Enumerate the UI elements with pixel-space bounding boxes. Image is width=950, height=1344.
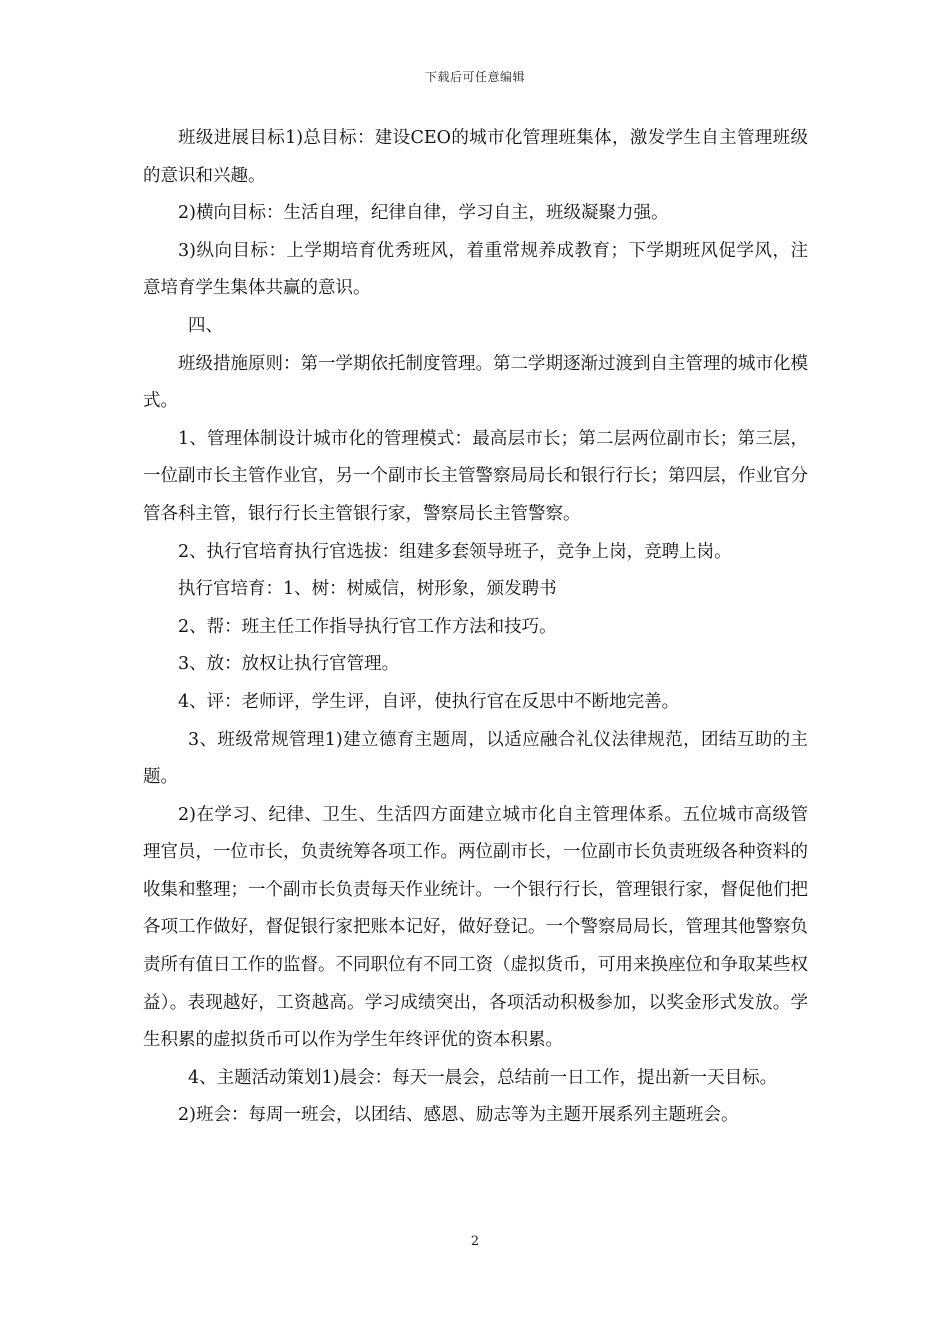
section-heading-four: 四、: [188, 315, 223, 336]
page-number: 2: [470, 1234, 480, 1249]
paragraph-routine-management: 3、班级常规管理1)建立德育主题周，以适应融合礼仪法律规范，团结互助的主题。: [143, 729, 808, 788]
paragraph-theme-activities: 4、主题活动策划1)晨会：每天一晨会，总结前一日工作，提出新一天目标。: [188, 1067, 778, 1088]
paragraph-help: 2、帮：班主任工作指导执行官工作方法和技巧。: [178, 616, 557, 637]
paragraph-executive-selection: 2、执行官培育执行官选拔：组建多套领导班子，竞争上岗，竞聘上岗。: [178, 541, 732, 562]
paragraph-horizontal-goal: 2)横向目标：生活自理，纪律自律，学习自主，班级凝聚力强。: [178, 203, 669, 224]
paragraph-executive-training: 执行官培育：1、树：树威信，树形象，颁发聘书: [178, 579, 557, 600]
paragraph-management-system: 1、管理体制设计城市化的管理模式：最高层市长；第二层两位副市长；第三层，一位副市长主管作业官，另一个副市长主管警察局局长和银行行长；第四层，作业官分管各科主管，银行行长主管银行家，警察局长主管警察。: [143, 428, 808, 524]
paragraph-self-management-system: 2)在学习、纪律、卫生、生活四方面建立城市化自主管理体系。五位城市高级管理官员，一位市长，负责统筹各项工作。两位副市长，一位副市长负责班级各种资料的收集和整理；一个副市长负责每天作业统计。一个银行行长，管理银行家，督促他们把各项工作做好，督促银行家把账本记好，做好登记。一个警察局局长，管理其他警察负责所有值日工作的监督。不同职位有不同工资（虚拟货币，可用来换座位和争取某些权益）。表现越好，工资越高。学习成绩突出，各项活动积极参加，以奖金形式发放。学生积累的虚拟货币可以作为学生年终评优的资本积累。: [143, 804, 808, 1051]
paragraph-evaluate: 4、评：老师评，学生评，自评，使执行官在反思中不断地完善。: [178, 691, 680, 712]
document-body: [143, 120, 808, 1135]
paragraph-delegate: 3、放：放权让执行官管理。: [178, 654, 400, 675]
page-header: 下载后可任意编辑: [424, 70, 525, 84]
paragraph-class-goals: 班级进展目标1)总目标：建设CEO的城市化管理班集体，激发学生自主管理班级的意识和兴趣。: [143, 128, 808, 186]
paragraph-class-meeting: 2)班会：每周一班会，以团结、感恩、励志等为主题开展系列主题班会。: [178, 1105, 739, 1126]
paragraph-vertical-goal: 3)纵向目标：上学期培育优秀班风，着重常规养成教育；下学期班风促学风，注意培育学生集体共赢的意识。: [143, 240, 808, 299]
paragraph-measures-principle: 班级措施原则：第一学期依托制度管理。第二学期逐渐过渡到自主管理的城市化模式。: [143, 353, 808, 412]
